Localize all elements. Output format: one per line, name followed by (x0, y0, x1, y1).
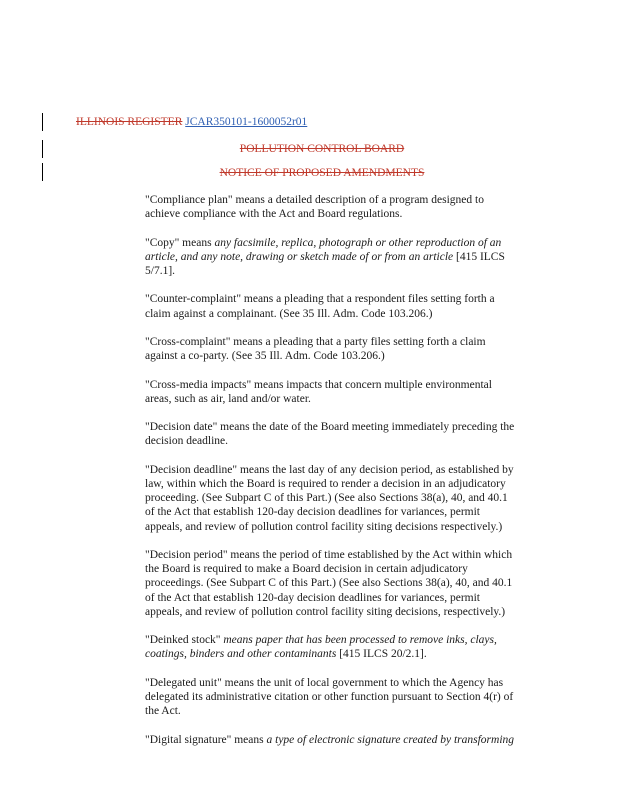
definition-text: [415 ILCS 5/7.1]. (145, 250, 505, 277)
definition-text: "Copy" means (145, 236, 215, 249)
definition-paragraph (145, 193, 517, 221)
statutory-text: means paper that has been processed to remove inks, clays, coatings, binders and other contaminants (145, 634, 497, 661)
definition-paragraph (145, 463, 517, 534)
definition-paragraph (145, 236, 517, 279)
definition-text: "Cross-complaint" means a pleading that a party files setting forth a claim against a co-party. (See 35 Ill. Adm. Code 103.206.) (145, 335, 486, 363)
definition-paragraph (145, 378, 517, 406)
definitions-list (145, 193, 517, 761)
doc-code: JCAR350101-1600052r01 (185, 116, 308, 128)
definition-text: "Decision deadline" means the last day of any decision period, as established by law, within which the Board is required to render a decision in an adjudicatory proceeding. (See Subpart C of this Part.) (See also Sections 38(a), 40, and 40.1 of the Act that establish 120-day decision deadlines for variances, permit appeals, and review of pollution control facility siting decisions respectively.) (145, 463, 514, 533)
definition-text: "Digital signature" means (145, 733, 267, 746)
notice-title: NOTICE OF PROPOSED AMENDMENTS (219, 167, 425, 179)
definition-text: "Compliance plan" means a detailed description of a program designed to achieve compliance with the Act and Board regulations. (145, 194, 484, 221)
definition-text: "Cross-media impacts" means impacts that concern multiple environmental areas, such as air, land and/or water. (145, 378, 492, 405)
board-name: POLLUTION CONTROL BOARD (239, 143, 405, 155)
definition-paragraph (145, 548, 517, 619)
definition-paragraph (145, 420, 517, 448)
definition-text: "Decision date" means the date of the Board meeting immediately preceding the decision deadline. (145, 421, 515, 448)
definition-paragraph (145, 292, 517, 320)
change-bar-1 (42, 113, 43, 131)
register-header (76, 115, 307, 129)
register-title: ILLINOIS REGISTER (76, 116, 183, 128)
definition-paragraph (145, 733, 517, 747)
definition-paragraph (145, 676, 517, 719)
definition-text: "Deinked stock" (145, 634, 224, 647)
statutory-text: a type of electronic signature created by transforming (266, 733, 515, 746)
definition-text: "Counter-complaint" means a pleading that a respondent files setting forth a claim against a complainant. (See 35 Ill. Adm. Code 103.206.) (145, 293, 495, 320)
definition-text: "Decision period" means the period of time established by the Act within which the Board is required to make a Board decision in certain adjudicatory proceedings. (See Subpart C of this Part.) (See also Sections 38(a), 40, and 40.1 of the Act that establish 120-day decision deadlines for variances, permit appeals, and review of pollution control facility siting decisions, respectively.) (145, 548, 513, 618)
definition-paragraph (145, 633, 517, 661)
statutory-text: any facsimile, replica, photograph or other reproduction of an article, and any note, drawing or sketch made of or from an article (145, 236, 502, 263)
definition-text: [415 ILCS 20/2.1]. (336, 648, 427, 661)
definition-paragraph (145, 335, 517, 363)
definition-text: "Delegated unit" means the unit of local government to which the Agency has delegated its administrative citation or other function pursuant to Section 4(r) of the Act. (145, 676, 514, 718)
